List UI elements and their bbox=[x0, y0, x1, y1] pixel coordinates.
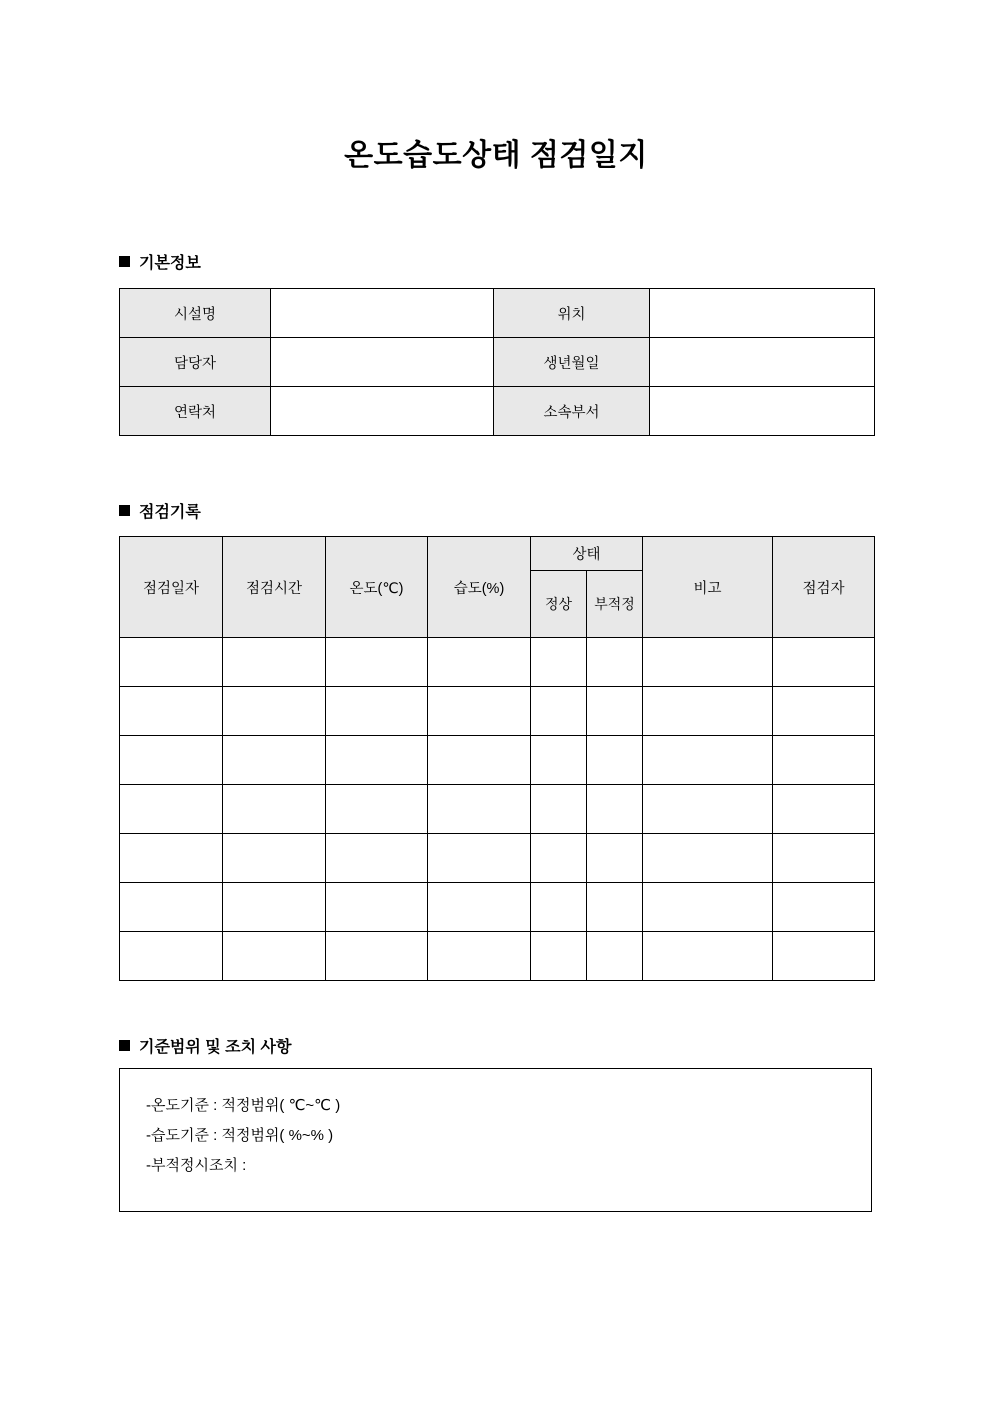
col-header-status-normal: 정상 bbox=[531, 571, 587, 638]
note-line-humidity-standard: -습도기준 : 적정범위( %~% ) bbox=[146, 1127, 334, 1144]
cell-humidity[interactable] bbox=[428, 883, 531, 932]
cell-status-abnormal[interactable] bbox=[587, 785, 643, 834]
square-bullet-icon bbox=[119, 505, 130, 516]
cell-humidity[interactable] bbox=[428, 638, 531, 687]
col-header-inspector: 점검자 bbox=[773, 537, 875, 638]
cell-status-abnormal[interactable] bbox=[587, 736, 643, 785]
square-bullet-icon bbox=[119, 256, 130, 267]
section-heading-label: 점검기록 bbox=[139, 504, 201, 521]
note-line-temperature-standard: -온도기준 : 적정범위( ℃~℃ ) bbox=[146, 1097, 341, 1114]
cell-humidity[interactable] bbox=[428, 687, 531, 736]
page-title: 온도습도상태 점검일지 bbox=[344, 139, 648, 172]
basic-info-value-birthdate[interactable] bbox=[650, 338, 875, 387]
section-heading-label: 기준범위 및 조치 사항 bbox=[139, 1039, 292, 1056]
cell-status-normal[interactable] bbox=[531, 687, 587, 736]
cell-time[interactable] bbox=[223, 883, 326, 932]
cell-remarks[interactable] bbox=[643, 883, 773, 932]
table-row bbox=[120, 785, 875, 834]
table-row bbox=[120, 687, 875, 736]
cell-temperature[interactable] bbox=[326, 687, 428, 736]
cell-temperature[interactable] bbox=[326, 932, 428, 981]
basic-info-value-contact[interactable] bbox=[271, 387, 494, 436]
basic-info-value-department[interactable] bbox=[650, 387, 875, 436]
cell-date[interactable] bbox=[120, 687, 223, 736]
cell-date[interactable] bbox=[120, 932, 223, 981]
col-header-remarks: 비고 bbox=[643, 537, 773, 638]
cell-inspector[interactable] bbox=[773, 883, 875, 932]
basic-info-label-birthdate: 생년월일 bbox=[494, 338, 650, 387]
cell-status-normal[interactable] bbox=[531, 638, 587, 687]
note-line-abnormal-action: -부적정시조치 : bbox=[146, 1157, 247, 1174]
section-heading-notes bbox=[119, 1034, 291, 1057]
basic-info-table bbox=[119, 288, 875, 436]
basic-info-label-facility: 시설명 bbox=[120, 289, 271, 338]
cell-temperature[interactable] bbox=[326, 638, 428, 687]
cell-status-abnormal[interactable] bbox=[587, 932, 643, 981]
cell-status-normal[interactable] bbox=[531, 932, 587, 981]
cell-temperature[interactable] bbox=[326, 883, 428, 932]
basic-info-label-location: 위치 bbox=[494, 289, 650, 338]
cell-time[interactable] bbox=[223, 736, 326, 785]
cell-date[interactable] bbox=[120, 785, 223, 834]
cell-status-normal[interactable] bbox=[531, 736, 587, 785]
col-header-date: 점검일자 bbox=[120, 537, 223, 638]
cell-time[interactable] bbox=[223, 638, 326, 687]
cell-remarks[interactable] bbox=[643, 834, 773, 883]
section-heading-record bbox=[119, 499, 201, 522]
col-header-status-abnormal: 부적정 bbox=[587, 571, 643, 638]
cell-inspector[interactable] bbox=[773, 834, 875, 883]
record-table-body bbox=[120, 638, 875, 981]
table-row bbox=[120, 736, 875, 785]
section-heading-label: 기본정보 bbox=[139, 255, 201, 272]
cell-remarks[interactable] bbox=[643, 785, 773, 834]
cell-humidity[interactable] bbox=[428, 834, 531, 883]
cell-inspector[interactable] bbox=[773, 932, 875, 981]
cell-temperature[interactable] bbox=[326, 785, 428, 834]
cell-date[interactable] bbox=[120, 834, 223, 883]
cell-time[interactable] bbox=[223, 687, 326, 736]
table-row bbox=[120, 338, 875, 387]
cell-remarks[interactable] bbox=[643, 736, 773, 785]
square-bullet-icon bbox=[119, 1040, 130, 1051]
cell-humidity[interactable] bbox=[428, 736, 531, 785]
cell-inspector[interactable] bbox=[773, 687, 875, 736]
record-table bbox=[119, 536, 875, 981]
cell-status-normal[interactable] bbox=[531, 785, 587, 834]
cell-time[interactable] bbox=[223, 785, 326, 834]
cell-inspector[interactable] bbox=[773, 785, 875, 834]
cell-time[interactable] bbox=[223, 932, 326, 981]
cell-status-abnormal[interactable] bbox=[587, 638, 643, 687]
basic-info-value-facility[interactable] bbox=[271, 289, 494, 338]
cell-temperature[interactable] bbox=[326, 736, 428, 785]
cell-inspector[interactable] bbox=[773, 736, 875, 785]
cell-status-normal[interactable] bbox=[531, 883, 587, 932]
cell-date[interactable] bbox=[120, 883, 223, 932]
table-row bbox=[120, 289, 875, 338]
cell-remarks[interactable] bbox=[643, 638, 773, 687]
cell-status-abnormal[interactable] bbox=[587, 687, 643, 736]
basic-info-value-manager[interactable] bbox=[271, 338, 494, 387]
cell-status-abnormal[interactable] bbox=[587, 834, 643, 883]
col-header-time: 점검시간 bbox=[223, 537, 326, 638]
cell-humidity[interactable] bbox=[428, 932, 531, 981]
col-header-temperature: 온도(℃) bbox=[326, 537, 428, 638]
cell-date[interactable] bbox=[120, 638, 223, 687]
cell-status-normal[interactable] bbox=[531, 834, 587, 883]
col-header-status-group: 상태 bbox=[531, 537, 643, 571]
cell-remarks[interactable] bbox=[643, 932, 773, 981]
cell-remarks[interactable] bbox=[643, 687, 773, 736]
record-header-row-1 bbox=[120, 537, 875, 571]
table-row bbox=[120, 387, 875, 436]
section-heading-basic-info bbox=[119, 250, 201, 273]
table-row bbox=[120, 932, 875, 981]
basic-info-label-manager: 담당자 bbox=[120, 338, 271, 387]
cell-time[interactable] bbox=[223, 834, 326, 883]
table-row bbox=[120, 638, 875, 687]
cell-temperature[interactable] bbox=[326, 834, 428, 883]
basic-info-label-contact: 연락처 bbox=[120, 387, 271, 436]
col-header-humidity: 습도(%) bbox=[428, 537, 531, 638]
basic-info-label-department: 소속부서 bbox=[494, 387, 650, 436]
table-row bbox=[120, 834, 875, 883]
notes-box[interactable] bbox=[119, 1068, 872, 1212]
cell-status-abnormal[interactable] bbox=[587, 883, 643, 932]
table-row bbox=[120, 883, 875, 932]
basic-info-value-location[interactable] bbox=[650, 289, 875, 338]
cell-date[interactable] bbox=[120, 736, 223, 785]
cell-inspector[interactable] bbox=[773, 638, 875, 687]
cell-humidity[interactable] bbox=[428, 785, 531, 834]
